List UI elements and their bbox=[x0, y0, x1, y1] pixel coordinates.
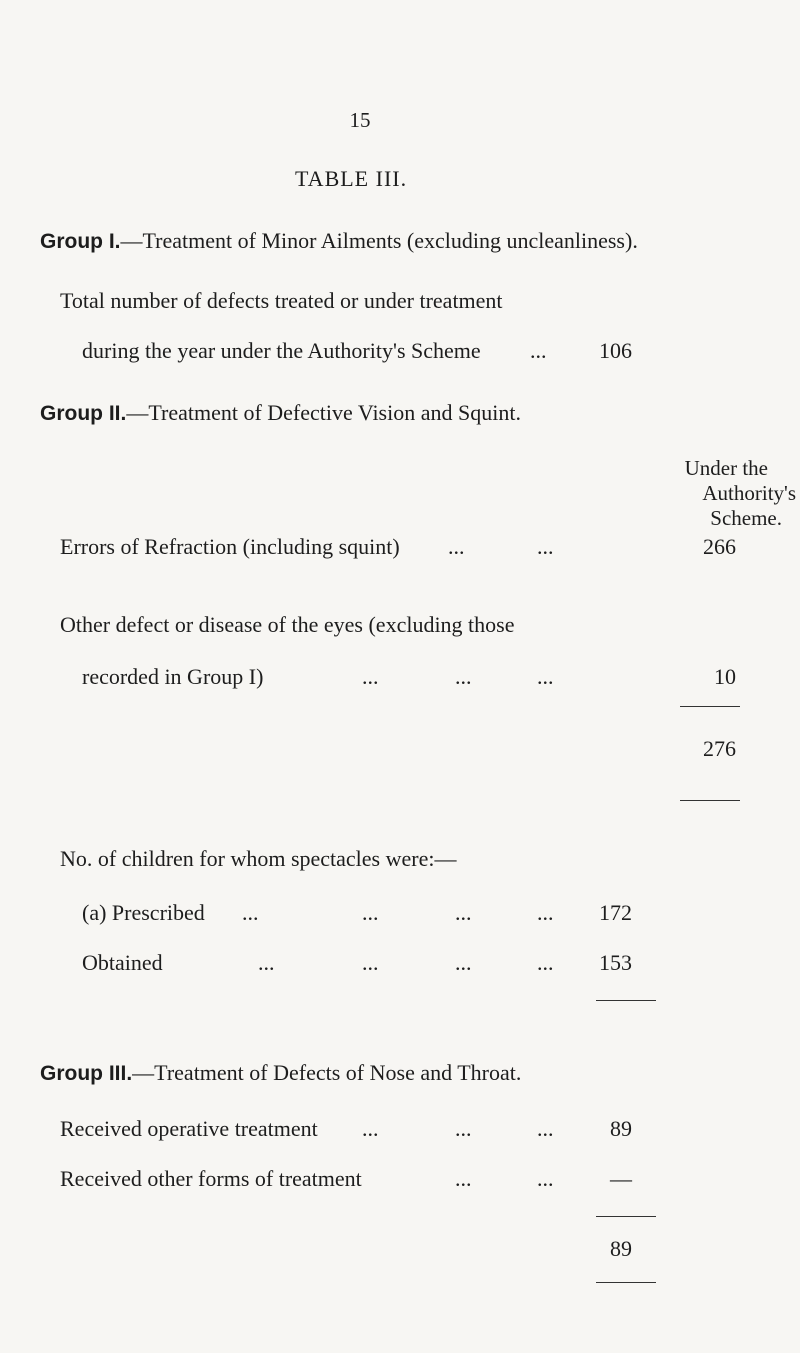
group2-heading bbox=[40, 400, 521, 426]
errors-value: 266 bbox=[703, 534, 736, 559]
obtained-dots-4: ... bbox=[537, 950, 554, 975]
operative-value: 89 bbox=[610, 1116, 632, 1141]
prescribed-value: 172 bbox=[599, 900, 632, 925]
group1-line1: Total number of defects treated or under treatment bbox=[60, 288, 503, 313]
other-treatment-dots-1: ... bbox=[455, 1166, 472, 1191]
group2-rule-1 bbox=[680, 706, 740, 707]
group1-value: 106 bbox=[599, 338, 632, 363]
prescribed-label: (a) Prescribed bbox=[82, 900, 205, 925]
prescribed-dots-4: ... bbox=[537, 900, 554, 925]
group3-rule-1 bbox=[596, 1216, 656, 1217]
page-number: 15 bbox=[349, 108, 371, 132]
obtained-dots-1: ... bbox=[258, 950, 275, 975]
spectacles-heading: No. of children for whom spectacles were:— bbox=[60, 846, 457, 871]
group2-title: —Treatment of Defective Vision and Squint. bbox=[126, 400, 521, 425]
group3-rule-2 bbox=[596, 1282, 656, 1283]
prescribed-dots-1: ... bbox=[242, 900, 259, 925]
column-header-line3: Scheme. bbox=[710, 506, 782, 530]
errors-dots-2: ... bbox=[537, 534, 554, 559]
other-defect-line2: recorded in Group I) bbox=[82, 664, 264, 689]
other-treatment-value: — bbox=[610, 1166, 632, 1191]
operative-label: Received operative treatment bbox=[60, 1116, 318, 1141]
group3-heading bbox=[40, 1060, 521, 1086]
other-defect-dots-2: ... bbox=[455, 664, 472, 689]
group3-title: —Treatment of Defects of Nose and Throat. bbox=[132, 1060, 522, 1085]
obtained-dots-3: ... bbox=[455, 950, 472, 975]
obtained-label: Obtained bbox=[82, 950, 163, 975]
group1-line2: during the year under the Authority's Scheme bbox=[82, 338, 481, 363]
other-defect-value: 10 bbox=[714, 664, 736, 689]
table-title: TABLE III. bbox=[295, 166, 408, 191]
obtained-value: 153 bbox=[599, 950, 632, 975]
group2-rule-2 bbox=[680, 800, 740, 801]
other-defect-line1: Other defect or disease of the eyes (excluding those bbox=[60, 612, 515, 637]
group1-heading bbox=[40, 228, 638, 254]
group2-total: 276 bbox=[703, 736, 736, 761]
group2-rule-3 bbox=[596, 1000, 656, 1001]
obtained-dots-2: ... bbox=[362, 950, 379, 975]
group1-title: —Treatment of Minor Ailments (excluding uncleanliness). bbox=[120, 228, 638, 253]
group1-label: Group I. bbox=[40, 230, 121, 253]
prescribed-dots-3: ... bbox=[455, 900, 472, 925]
group2-label: Group II. bbox=[40, 402, 127, 425]
other-treatment-dots-2: ... bbox=[537, 1166, 554, 1191]
group1-dots: ... bbox=[530, 338, 547, 363]
column-header-line1: Under the bbox=[684, 456, 768, 480]
group3-total: 89 bbox=[610, 1236, 632, 1261]
column-header bbox=[596, 456, 796, 531]
column-header-line2: Authority's bbox=[702, 481, 796, 505]
errors-dots-1: ... bbox=[448, 534, 465, 559]
operative-dots-2: ... bbox=[455, 1116, 472, 1141]
group3-label: Group III. bbox=[40, 1062, 133, 1085]
other-treatment-label: Received other forms of treatment bbox=[60, 1166, 362, 1191]
prescribed-dots-2: ... bbox=[362, 900, 379, 925]
operative-dots-1: ... bbox=[362, 1116, 379, 1141]
operative-dots-3: ... bbox=[537, 1116, 554, 1141]
errors-label: Errors of Refraction (including squint) bbox=[60, 534, 400, 559]
other-defect-dots-3: ... bbox=[537, 664, 554, 689]
other-defect-dots-1: ... bbox=[362, 664, 379, 689]
